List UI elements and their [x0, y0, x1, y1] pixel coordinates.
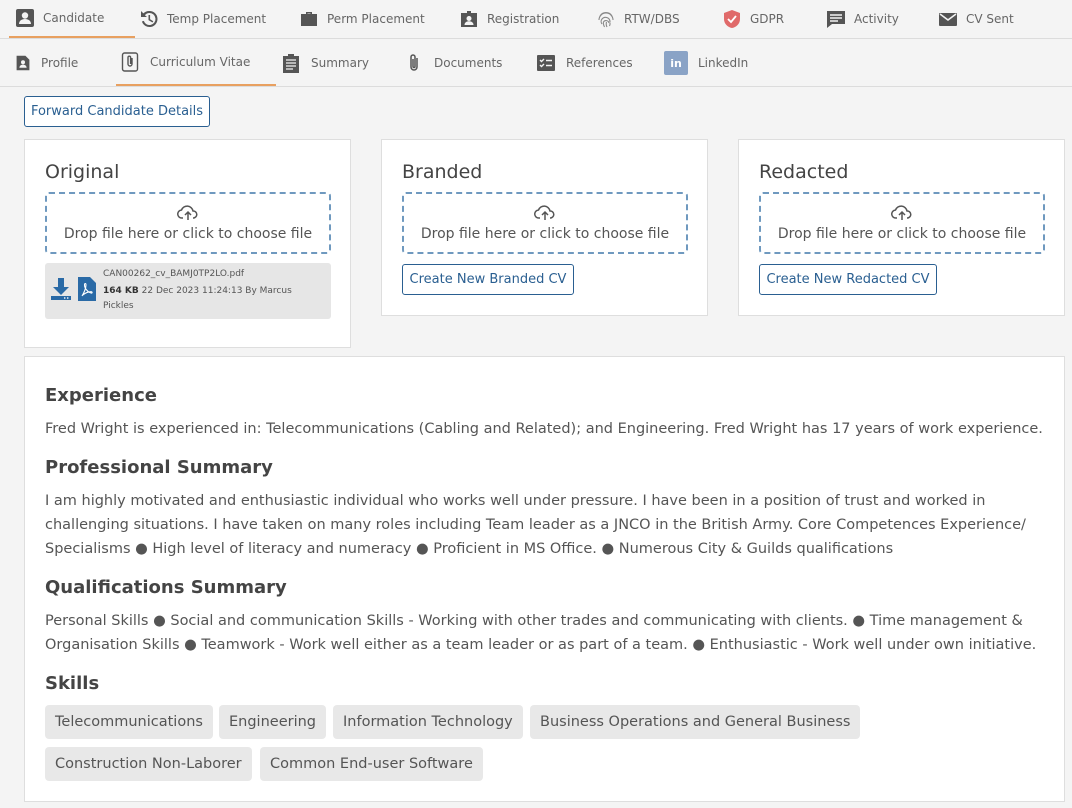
card-title: Branded	[402, 161, 483, 183]
badge-icon	[459, 9, 479, 29]
tab-label: RTW/DBS	[624, 12, 680, 26]
profile-icon	[15, 53, 31, 73]
tab-curriculum-vitae[interactable]	[116, 39, 276, 86]
tab-profile[interactable]	[15, 39, 78, 87]
cloud-upload-icon	[177, 204, 199, 222]
tab-label: Profile	[41, 56, 79, 70]
card-title: Original	[45, 161, 120, 183]
branded-cv-card	[381, 139, 708, 316]
qualifications-summary-text: Personal Skills ● Social and communication Skills - Working with other trades and communicating with clients. ● Time management & Organisation Skills ● Teamwork - Work well either as a team leader or as part of a team. ● Enthusiastic - Work well under own initiative.	[45, 613, 1037, 653]
cv-summary-panel	[24, 356, 1065, 802]
cloud-upload-icon	[891, 204, 913, 222]
skill-chip: Telecommunications	[45, 705, 213, 739]
skill-chip: Construction Non-Laborer	[45, 747, 252, 781]
tab-label: Documents	[434, 56, 503, 70]
tab-perm-placement[interactable]	[299, 0, 425, 38]
comment-icon	[826, 9, 846, 29]
tab-references[interactable]	[536, 39, 633, 87]
fingerprint-icon	[596, 9, 616, 29]
tab-label: References	[566, 56, 633, 70]
primary-tab-bar	[0, 0, 1072, 39]
file-drop-zone[interactable]	[402, 192, 688, 254]
attachment-icon	[404, 53, 424, 73]
tab-rtw-dbs[interactable]	[596, 0, 680, 38]
download-icon[interactable]	[50, 277, 72, 301]
drop-zone-text: Drop file here or click to choose file	[777, 226, 1027, 242]
tab-cv-sent[interactable]	[938, 0, 1014, 38]
briefcase-icon	[299, 9, 319, 29]
skill-chip: Information Technology	[333, 705, 523, 739]
experience-heading: Experience	[45, 385, 157, 406]
shield-icon	[722, 9, 742, 29]
file-drop-zone[interactable]	[759, 192, 1045, 254]
tab-gdpr[interactable]	[722, 0, 784, 38]
skill-chip: Common End-user Software	[260, 747, 483, 781]
card-title: Redacted	[759, 161, 849, 183]
uploaded-file-item	[45, 263, 331, 319]
tab-label: Temp Placement	[167, 12, 267, 26]
tab-label: Perm Placement	[327, 12, 425, 26]
file-upload-info: 22 Dec 2023 11:24:13 By Marcus Pickles	[103, 286, 292, 311]
skill-chip: Engineering	[219, 705, 326, 739]
tab-label: Activity	[854, 12, 899, 26]
history-icon	[139, 9, 159, 29]
tab-summary[interactable]	[281, 39, 369, 87]
cloud-upload-icon	[534, 204, 556, 222]
original-cv-card	[24, 139, 351, 348]
create-branded-cv-button[interactable]: Create New Branded CV	[402, 264, 574, 295]
file-drop-zone[interactable]	[45, 192, 331, 254]
tab-candidate[interactable]	[9, 0, 135, 38]
tab-label: Registration	[487, 12, 560, 26]
tab-label: CV Sent	[966, 12, 1014, 26]
experience-text: Fred Wright is experienced in: Telecommunications (Cabling and Related); and Engineering. Fred Wright has 17 years of work experience.	[45, 421, 1043, 437]
clipboard-icon	[281, 53, 301, 73]
paperclip-icon	[120, 52, 140, 72]
skill-chip: Business Operations and General Business	[530, 705, 860, 739]
tab-temp-placement[interactable]	[139, 0, 266, 38]
pdf-file-icon[interactable]	[78, 277, 96, 301]
file-size: 164 KB	[103, 286, 139, 296]
qualifications-summary-heading: Qualifications Summary	[45, 577, 287, 598]
tab-activity[interactable]	[826, 0, 899, 38]
create-redacted-cv-button[interactable]: Create New Redacted CV	[759, 264, 937, 295]
envelope-icon	[938, 9, 958, 29]
person-icon	[15, 8, 35, 28]
drop-zone-text: Drop file here or click to choose file	[63, 226, 313, 242]
checklist-icon	[536, 53, 556, 73]
file-name[interactable]: CAN00262_cv_BAMJ0TP2LO.pdf	[103, 269, 245, 279]
redacted-cv-card	[738, 139, 1065, 316]
tab-documents[interactable]	[404, 39, 502, 87]
professional-summary-text: I am highly motivated and enthusiastic individual who works well under pressure. I have been in a position of trust and worked in challenging situations. I have taken on many roles including Team leader as a JNCO in the British Army. Core Competences Experience/ Specialisms ● High level of literacy and numeracy ● Proficient in MS Office. ● Numerous City & Guilds qualifications	[45, 493, 1026, 557]
tab-label: GDPR	[750, 12, 785, 26]
professional-summary-heading: Professional Summary	[45, 457, 273, 478]
linkedin-icon: in	[664, 51, 688, 75]
secondary-tab-bar	[0, 39, 1072, 87]
tab-label: Candidate	[43, 11, 105, 25]
forward-candidate-details-button[interactable]: Forward Candidate Details	[24, 96, 210, 127]
tab-label: LinkedIn	[698, 56, 749, 70]
tab-label: Summary	[311, 56, 369, 70]
tab-label: Curriculum Vitae	[150, 54, 251, 69]
tab-registration[interactable]	[459, 0, 559, 38]
file-meta	[103, 284, 323, 314]
skills-heading: Skills	[45, 673, 100, 694]
drop-zone-text: Drop file here or click to choose file	[420, 226, 670, 242]
tab-linkedin[interactable]	[664, 39, 748, 87]
